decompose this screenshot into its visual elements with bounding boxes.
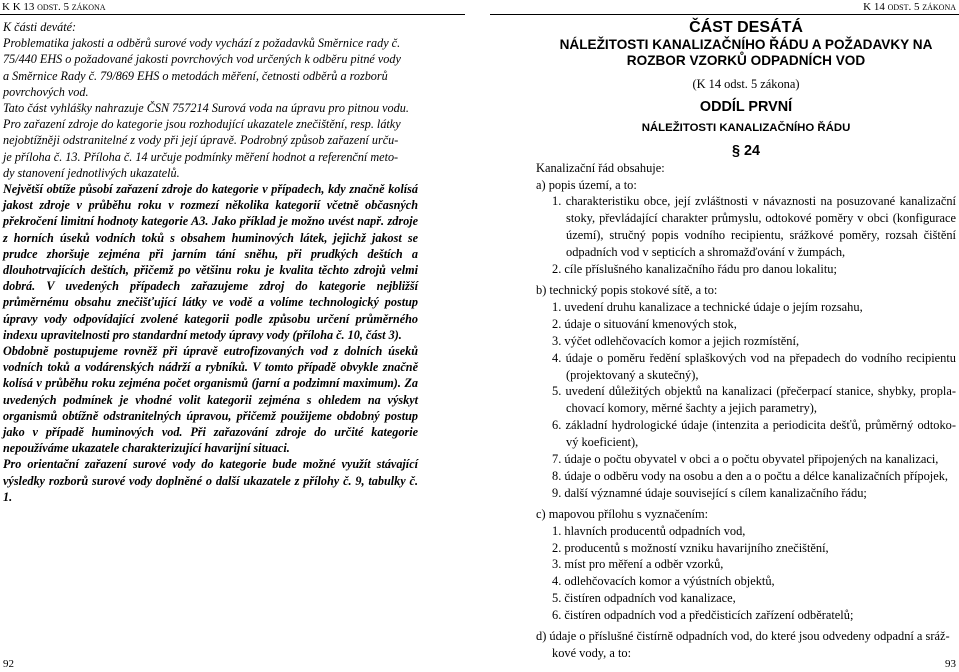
left-header-law: K 13 odst. 5 zákona (12, 1, 106, 13)
left-paragraph-3: Pro orientační zařazení surové vody do kategorie bude možné využít stávající výsledky rozborů surové vody doplněné o další ukazatele z přílohy č. 9, tabulky č. 1. (3, 457, 418, 504)
list-item: 2. údaje o situování kmenových stok, (552, 316, 737, 331)
list-item: 4. odlehčovacích komor a výústních objektů, (552, 574, 775, 589)
intro-text: Kanalizační řád obsahuje: (536, 160, 665, 175)
paragraph-number: § 24 (731, 142, 760, 159)
list-item: kové vody, a to: (552, 646, 632, 660)
part-subtitle: NÁLEŽITOSTI KANALIZAČNÍHO ŘÁDU A POŽADAVKY NA ROZBOR VZORKŮ ODPADNÍCH VOD (559, 37, 933, 68)
division-title: ODDÍL PRVNÍ (699, 98, 793, 115)
left-paragraph-1: Největší obtíže působí zařazení zdroje do kategorie v případech, kdy značně kolísá jakost zdroje v průběhu roku v rozmezí několika kategorií včetně občasných překročení limitní hodnoty kategorie A3. Jako příklad je možno uvést např. zdroje z horních úseků vodních toků s obsahem huminových látek, jejichž jakost se prudce zhoršuje zejména při jarním tání sněhu, při prudkých deštích a dlouhotrvajících deštích, přičemž po většinu roku je kvalita těchto zdrojů velmi dobrá. V uvedených případech zařazujeme zdroj do kategorie nejbližší průměrnému obsahu znečišťující látky ve vodě a volíme technologický postup úpravy vody odpovídající zvolené kategorii podle způsobu určení průměrného indexu upravitelnosti pro standardní metody úpravy vody (příloha č. 10, část 3). (3, 182, 418, 342)
list-item: 6. základní hydrologické údaje (intenzita a periodicita dešťů, průměrný odtoko-vý koeficient), (552, 418, 956, 450)
left-line-9: dy stanovení jednotlivých ukazatelů. (3, 165, 180, 180)
left-page-body (3, 19, 418, 505)
left-page-header: K K 13 odst. 5 zákona (2, 1, 106, 13)
list-item: 4. údaje o poměru ředění splaškových vod na přepadech do vodního recipientu (projektovaný a skutečný), (552, 350, 956, 382)
left-line-5: Tato část vyhlášky nahrazuje ČSN 757214 Surová voda na úpravu pro pitnou vodu. (3, 101, 409, 116)
list-item: 1. hlavních producentů odpadních vod, (552, 523, 746, 538)
left-line-7: nejobtížněji odstranitelné z vody při její úpravě. Podrobný způsob zařazení urču- (3, 133, 399, 148)
section-a-label: a) popis území, a to: (536, 177, 637, 192)
list-item: 5. čistíren odpadních vod kanalizace, (552, 591, 736, 606)
list-item: 2. cíle příslušného kanalizačního řádu pro danou lokalitu; (552, 262, 837, 277)
list-item: 7. údaje o počtu obyvatel v obci a o počtu obyvatel připojených na kanalizaci, (552, 452, 939, 467)
right-header-law: K 14 odst. 5 zákona (863, 1, 956, 13)
left-section-heading: K části deváté: (3, 20, 77, 34)
list-item: 9. další významné údaje související s cílem kanalizačního řádu; (552, 485, 867, 500)
left-line-8: je příloha č. 13. Příloha č. 14 určuje podmínky měření hodnot a referenční meto- (3, 149, 399, 164)
right-page-header (863, 1, 956, 14)
list-item: 1. uvedení druhu kanalizace a technické údaje o jejím rozsahu, (552, 299, 863, 314)
list-item: 1. charakteristiku obce, její zvláštnosti v návaznosti na posuzované kanalizační stoky, převládající charakter průmyslu, odtokové poměry v obci (konfigurace území), stručný popis vodního recipientu, srážkové poměry, rozsah čištění odpadních vod v septicích a shromažďování v žumpách, (552, 194, 956, 260)
left-line-3: a Směrnice Rady č. 79/869 EHS o metodách měření, četnosti odběrů a rozborů (3, 68, 388, 83)
section-d-label: d) údaje o příslušné čistírně odpadních vod, do které jsou odvedeny odpadní a sráž- (536, 629, 950, 644)
left-line-2: 75/440 EHS o požadované jakosti povrchových vod určených k odběru pitné vody (3, 52, 401, 67)
list-item: 2. producentů s možností vzniku havarijního znečištění, (552, 540, 829, 555)
left-line-4: povrchových vod. (3, 84, 89, 99)
left-header-rule (0, 14, 465, 15)
right-page-number: 93 (945, 658, 956, 670)
list-item: 8. údaje o odběru vody na osobu a den a o počtu a délce kanalizačních přípojek, (552, 468, 949, 483)
list-item: 3. výčet odlehčovacích komor a jejich rozmístění, (552, 333, 800, 348)
part-title: ČÁST DESÁTÁ (689, 19, 803, 36)
left-page-number: 92 (3, 658, 14, 670)
list-item: 6. čistíren odpadních vod a předčisticích zařízení odběratelů; (552, 608, 854, 623)
division-subtitle: NÁLEŽITOSTI KANALIZAČNÍHO ŘÁDU (641, 121, 851, 134)
left-line-6: Pro zařazení zdroje do kategorie jsou rozhodující ukazatele znečištění, resp. látky (3, 117, 401, 132)
right-header-rule (490, 14, 959, 15)
law-reference: (K 14 odst. 5 zákona) (692, 77, 800, 91)
list-item: 3. míst pro měření a odběr vzorků, (552, 557, 724, 572)
list-item: 5. uvedení důležitých objektů na kanalizaci (přečerpací stanice, shybky, propla-chovací komory, měrné šachty a jejich parametry), (552, 384, 956, 416)
right-page-body (536, 16, 956, 662)
section-b-label: b) technický popis stokové sítě, a to: (536, 282, 718, 297)
section-c-label: c) mapovou přílohu s vyznačením: (536, 506, 709, 521)
left-line-1: Problematika jakosti a odběrů surové vody vychází z požadavků Směrnice rady č. (3, 36, 401, 51)
left-paragraph-2: Obdobně postupujeme rovněž při úpravě eutrofizovaných vod z dolních úseků vodních toků a vodárenských nádrží a rybníků. V tomto případě obvykle značně kolísá v průběhu roku zejména počet organismů (jarní a podzimní maximum). Za uvedených podmínek je vhodné volit kategorii zejména s ohledem na výskyt organismů obtížně odstranitelných úpravou, přičemž použijeme obdobný postup jako v případě huminových vod. Při zařazování zdroje do určité kategorie nepoužíváme ukazatele charakterizující havarijní situaci. (3, 344, 418, 456)
